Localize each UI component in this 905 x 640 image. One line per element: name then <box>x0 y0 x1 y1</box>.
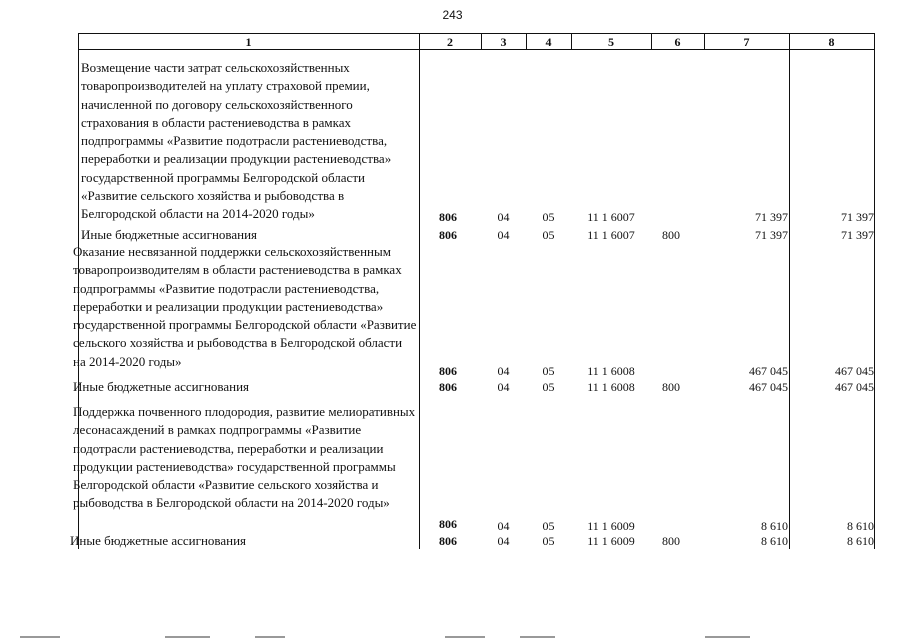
subsection-code: 05 <box>542 364 555 378</box>
amount-col7: 71 397 <box>755 210 788 224</box>
target-article-code: 11 1 6008 <box>587 380 635 394</box>
ministry-code: 806 <box>439 364 457 378</box>
ministry-code: 806 <box>439 380 457 394</box>
scan-mark <box>705 636 750 638</box>
section-code: 04 <box>497 519 510 533</box>
column-header: 6 <box>674 35 681 49</box>
amount-col8: 71 397 <box>841 228 874 242</box>
ministry-code: 806 <box>439 210 457 224</box>
target-article-code: 11 1 6009 <box>587 519 635 533</box>
amount-col7: 8 610 <box>761 519 788 533</box>
amount-col8: 467 045 <box>835 380 874 394</box>
budget-table <box>70 33 875 549</box>
ministry-code: 806 <box>439 534 457 548</box>
amount-col7: 8 610 <box>761 534 788 548</box>
ministry-code: 806 <box>439 228 457 242</box>
section-code: 04 <box>497 534 510 548</box>
section-code: 04 <box>497 210 510 224</box>
row-description: Иные бюджетные ассигнования <box>73 379 250 394</box>
column-header: 4 <box>545 35 552 49</box>
expense-type-code: 800 <box>662 380 680 394</box>
target-article-code: 11 1 6007 <box>587 228 635 242</box>
amount-col8: 8 610 <box>847 519 874 533</box>
column-divider <box>789 33 790 549</box>
section-code: 04 <box>497 380 510 394</box>
row-description: Поддержка почвенного плодородия, развитие мелиоративных лесонасаждений в рамках подпрограммы «Развитие подотрасли растениеводства, переработки и реализации продукции растениеводства» государственной программы Белгородской области «Развитие сельского хозяйства и рыбоводства в Белгородской области на 2014-2020 годы» <box>73 404 416 511</box>
column-header: 2 <box>447 35 453 49</box>
amount-col7: 467 045 <box>749 380 788 394</box>
column-header: 7 <box>743 35 750 49</box>
amount-col7: 467 045 <box>749 364 788 378</box>
target-article-code: 11 1 6008 <box>587 364 635 378</box>
row-description: Возмещение части затрат сельскохозяйственных товаропроизводителей на уплату страховой премии, начисленной по договору сельскохозяйственного страхования в области растениеводства в рамках подпрограммы «Развитие подотрасли растениеводства, переработки и реализации продукции растениеводства» государственной программы Белгородской области «Развитие сельского хозяйства и рыбоводства в Белгородской области на 2014-2020 годы» <box>81 60 392 222</box>
amount-col8: 71 397 <box>841 210 874 224</box>
target-article-code: 11 1 6007 <box>587 210 635 224</box>
ministry-code: 806 <box>439 517 457 531</box>
row-description: Иные бюджетные ассигнования <box>70 533 247 548</box>
subsection-code: 05 <box>542 380 555 394</box>
table-top-border <box>78 33 875 34</box>
column-divider <box>874 33 875 549</box>
column-header: 3 <box>500 35 507 49</box>
scan-mark <box>520 636 555 638</box>
subsection-code: 05 <box>542 228 555 242</box>
scan-mark <box>20 636 60 638</box>
page-number: 243 <box>442 8 463 22</box>
subsection-code: 05 <box>542 534 555 548</box>
column-header: 1 <box>245 35 252 49</box>
amount-col7: 71 397 <box>755 228 788 242</box>
amount-col8: 8 610 <box>847 534 874 548</box>
scan-mark <box>255 636 285 638</box>
row-description: Оказание несвязанной поддержки сельскохозяйственным товаропроизводителям в области растениеводства в рамках подпрограммы «Развитие подотрасли растениеводства, переработки и реализации продукции растениеводства» государственной программы Белгородской области «Развитие сельского хозяйства и рыбоводства в Белгородской области на 2014-2020 годы» <box>73 244 417 369</box>
target-article-code: 11 1 6009 <box>587 534 635 548</box>
section-code: 04 <box>497 364 510 378</box>
header-bottom-border <box>78 49 875 50</box>
scan-mark <box>165 636 210 638</box>
column-header: 5 <box>608 35 614 49</box>
column-header: 8 <box>828 35 835 49</box>
subsection-code: 05 <box>542 519 555 533</box>
expense-type-code: 800 <box>662 228 680 242</box>
subsection-code: 05 <box>542 210 555 224</box>
column-divider <box>419 33 420 549</box>
scan-mark <box>445 636 485 638</box>
section-code: 04 <box>497 228 510 242</box>
amount-col8: 467 045 <box>835 364 874 378</box>
row-description: Иные бюджетные ассигнования <box>81 227 258 242</box>
expense-type-code: 800 <box>662 534 680 548</box>
